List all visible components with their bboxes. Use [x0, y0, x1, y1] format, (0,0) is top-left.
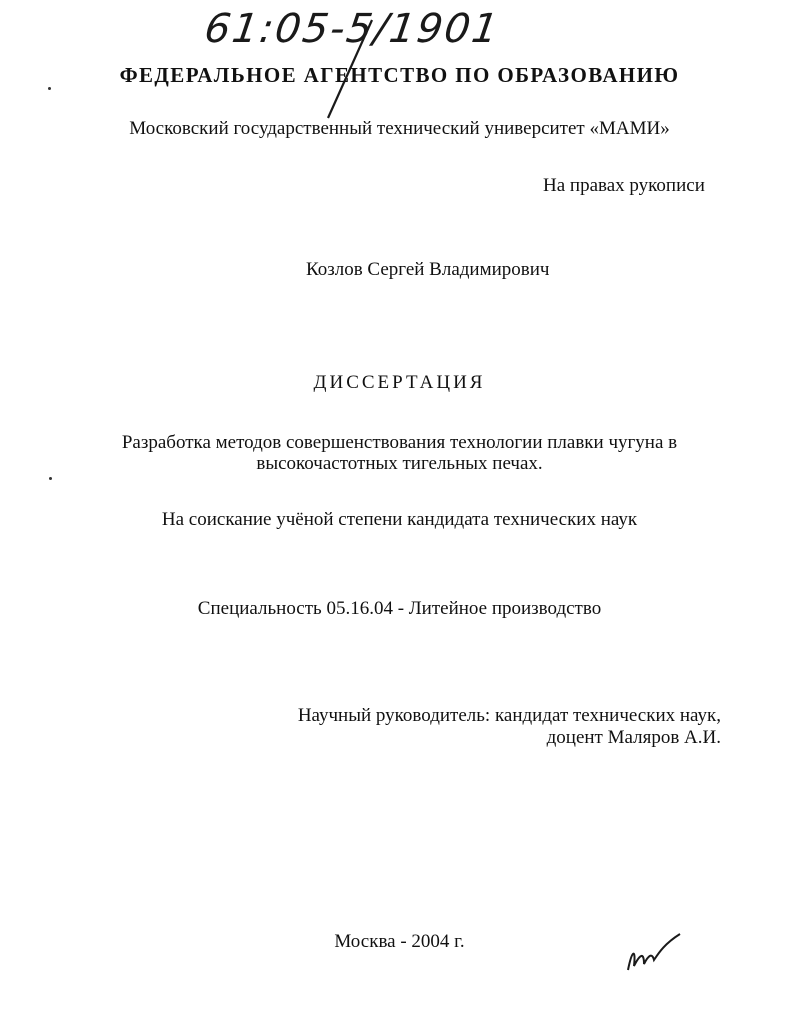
title-line-2: высокочастотных тигельных печах. [256, 453, 543, 474]
supervisor-line-1: Научный руководитель: кандидат технических наук, [297, 705, 721, 726]
signature-mark [622, 930, 684, 978]
title-line-1: Разработка методов совершенствования технологии плавки чугуна в [121, 432, 678, 453]
document-type: ДИССЕРТАЦИЯ [313, 372, 486, 393]
author-name: Козлов Сергей Владимирович [306, 259, 550, 280]
speciality: Специальность 05.16.04 - Литейное производство [197, 598, 602, 619]
degree-statement: На соискание учёной степени кандидата технических наук [161, 509, 638, 530]
scan-speck [49, 477, 52, 480]
agency-heading: ФЕДЕРАЛЬНОЕ АГЕНТСТВО ПО ОБРАЗОВАНИЮ [119, 63, 680, 87]
university-name: Московский государственный технический университет «МАМИ» [129, 118, 670, 139]
handwritten-catalog-number: 61:05-5/1901 [201, 6, 503, 52]
supervisor-line-2: доцент Маляров А.И. [546, 727, 721, 748]
place-and-year: Москва - 2004 г. [334, 931, 465, 952]
scan-speck [48, 87, 51, 90]
rights-note: На правах рукописи [543, 175, 705, 196]
